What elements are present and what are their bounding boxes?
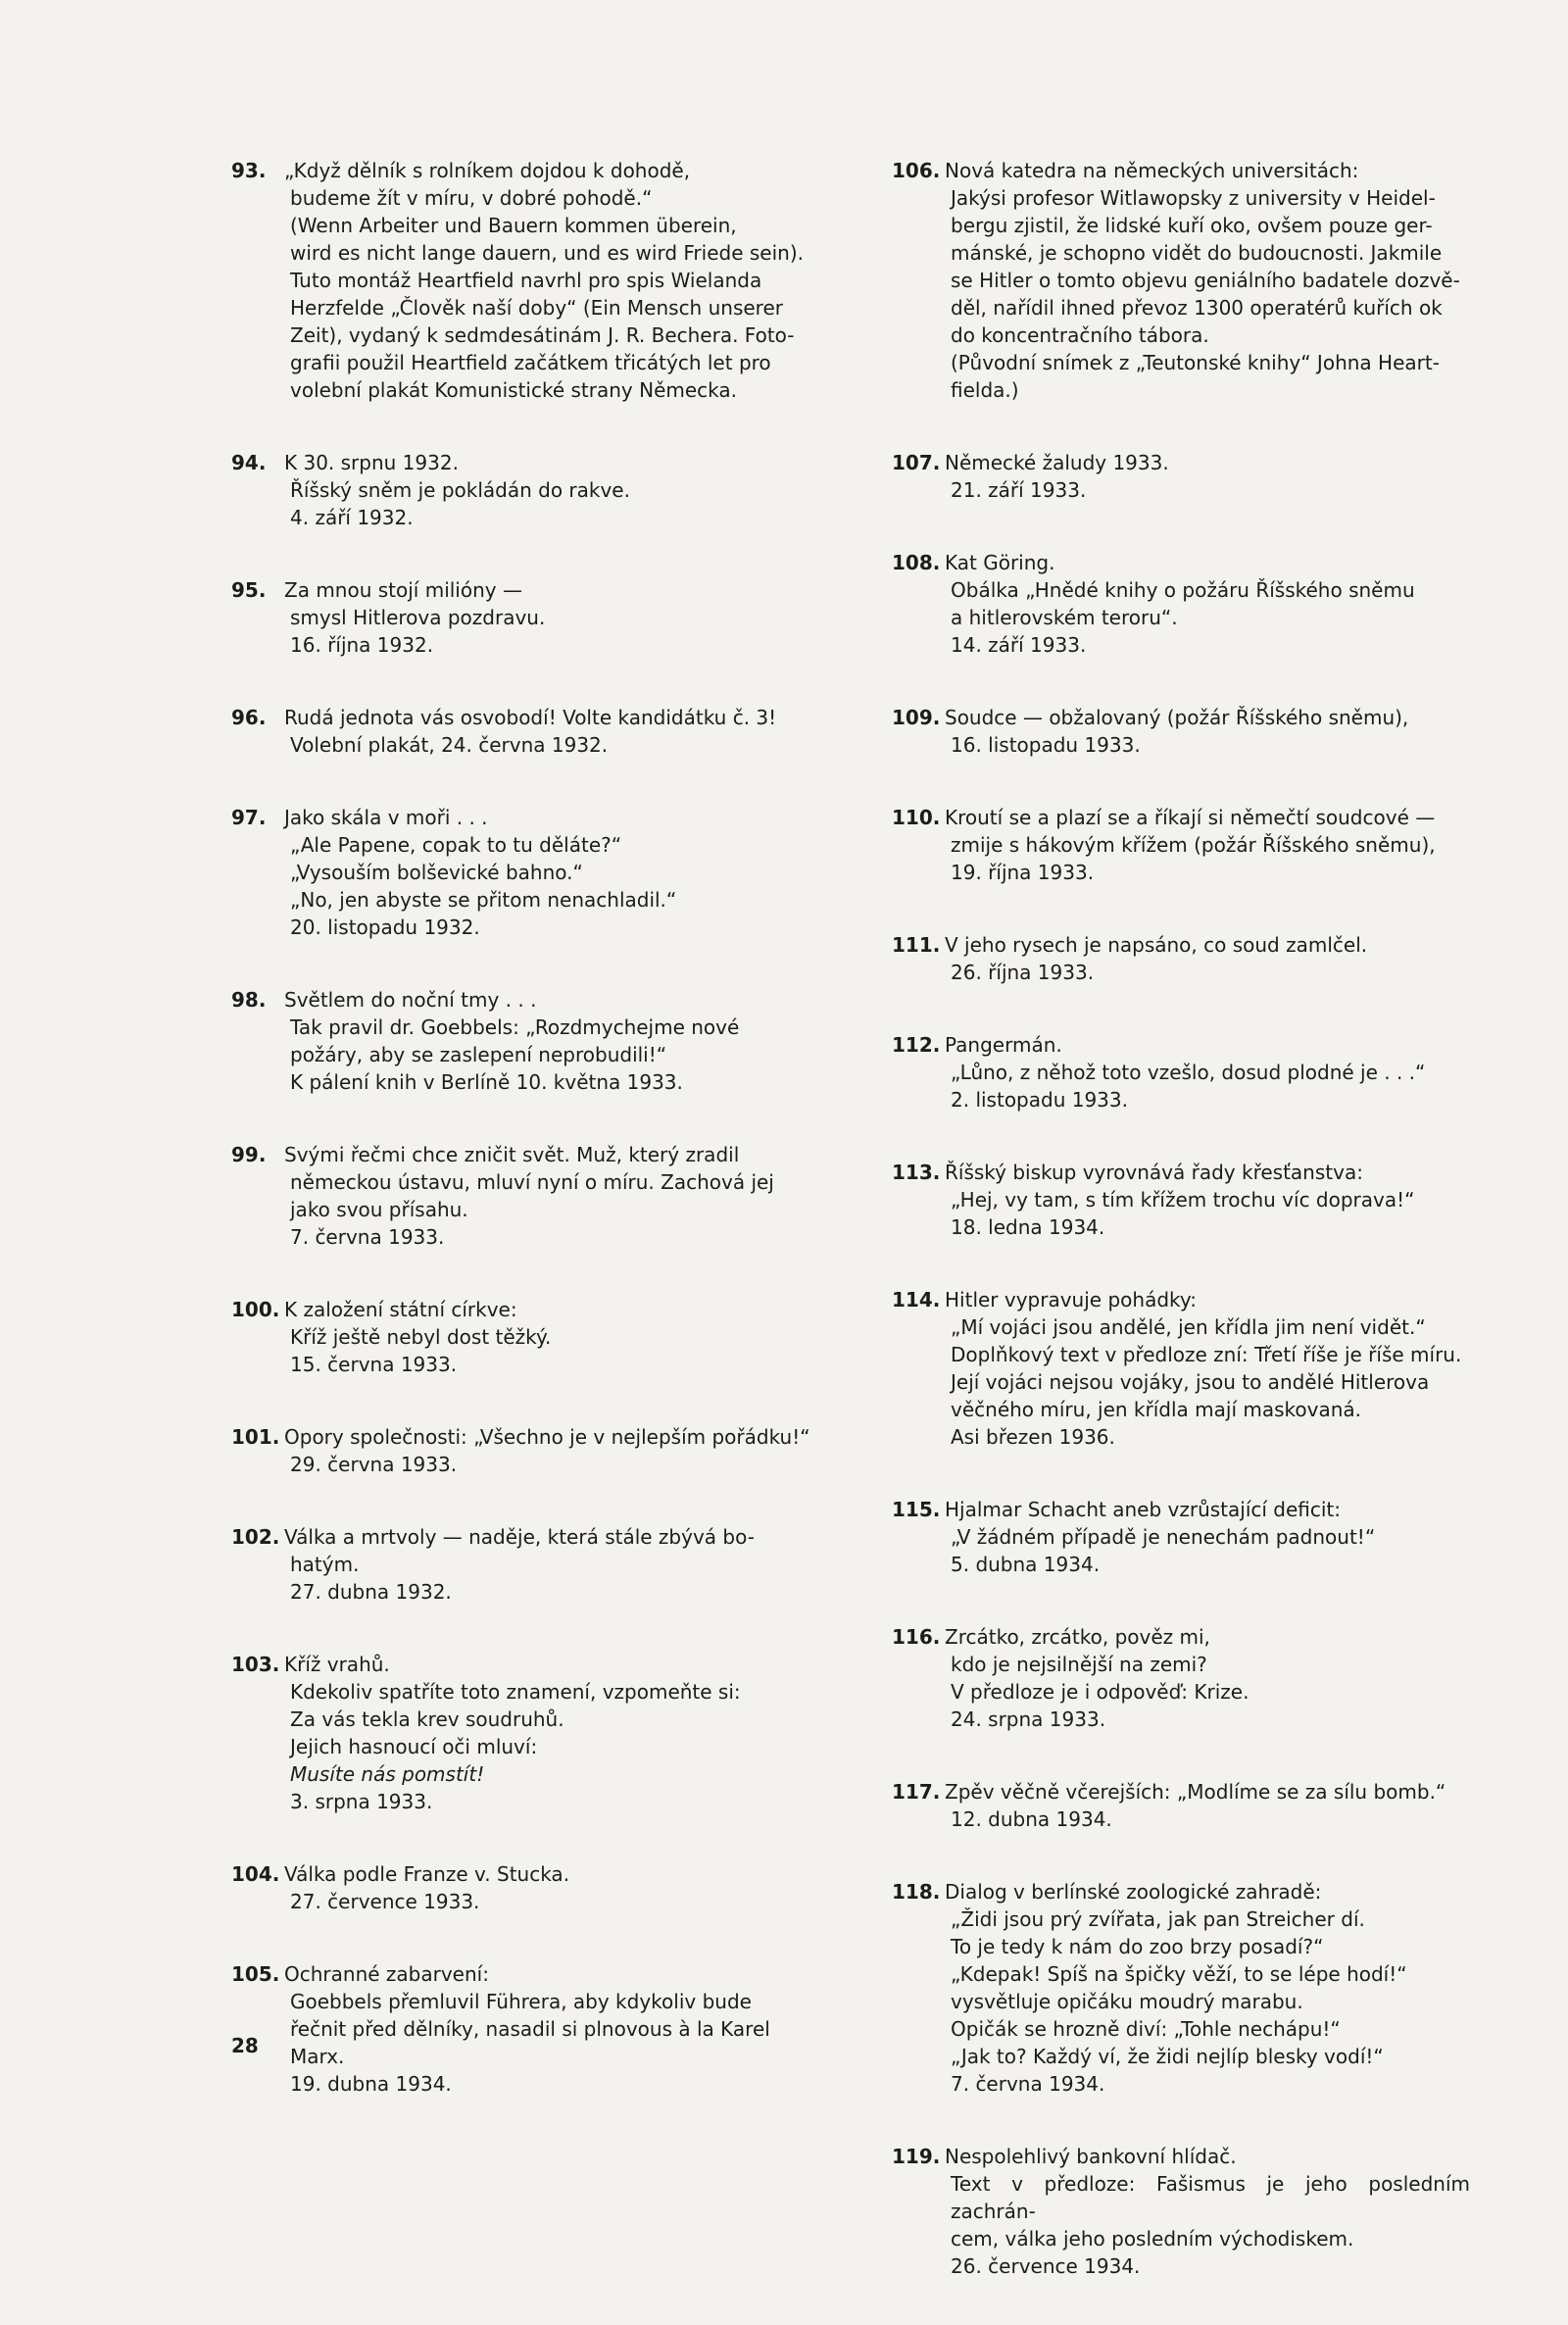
- entry-line: 26. července 1934.: [951, 2254, 1141, 2278]
- entry-line: „Židi jsou prý zvířata, jak pan Streicher dí.: [951, 1907, 1365, 1931]
- entry-line: věčného míru, jen křídla mají maskovaná.: [951, 1398, 1362, 1421]
- entry-line: Říšský biskup vyrovnává řady křesťanstva:: [945, 1161, 1363, 1184]
- entry-line: „Kdepak! Spíš na špičky věží, to se lépe hodí!“: [951, 1962, 1407, 1986]
- entry-line: Svými řečmi chce zničit svět. Muž, který zradil: [284, 1143, 740, 1166]
- entry-line: „Lůno, z něhož toto vzešlo, dosud plodné je . . .“: [951, 1061, 1426, 1084]
- entry-line: „Když dělník s rolníkem dojdou k dohodě,: [284, 159, 691, 182]
- page-number: 28: [231, 2034, 259, 2057]
- entry-line: Soudce — obžalovaný (požár Říšského sněmu),: [945, 706, 1409, 729]
- catalog-entry: [231, 986, 839, 1096]
- entry-line: cem, válka jeho posledním východiskem.: [951, 2227, 1354, 2251]
- entry-line: V jeho rysech je napsáno, co soud zamlčel.: [945, 933, 1368, 957]
- entry-line: Marx.: [290, 2045, 345, 2068]
- entry-line: Hitler vypravuje pohádky:: [945, 1288, 1198, 1311]
- catalog-entry: [892, 704, 1470, 759]
- entry-line: Text v předloze: Fašismus je jeho posledním zachrán-: [951, 2172, 1470, 2223]
- entry-line: Nespolehlivý bankovní hlídač.: [945, 2145, 1237, 2168]
- right-column: [892, 157, 1470, 2325]
- entry-line: 19. října 1933.: [951, 861, 1095, 884]
- entry-line: „Ale Papene, copak to tu děláte?“: [290, 833, 622, 857]
- entry-line: To je tedy k nám do zoo brzy posadí?“: [951, 1935, 1324, 1958]
- entry-line: Za mnou stojí milióny —: [284, 578, 522, 602]
- entry-line: 3. srpna 1933.: [290, 1790, 433, 1813]
- entry-line: Německé žaludy 1933.: [945, 451, 1169, 474]
- catalog-entry: [892, 2143, 1470, 2280]
- entry-number: 99.: [231, 1143, 267, 1166]
- catalog-entry: [231, 704, 839, 759]
- entry-line: 24. srpna 1933.: [951, 1707, 1106, 1731]
- catalog-entry: [231, 1860, 839, 1915]
- entry-number: 102.: [231, 1525, 280, 1549]
- catalog-entry: [231, 449, 839, 531]
- entry-line: Válka podle Franze v. Stucka.: [284, 1862, 570, 1886]
- entry-line: „Vysouším bolševické bahno.“: [290, 861, 583, 884]
- entry-line: vysvětluje opičáku moudrý marabu.: [951, 1990, 1303, 2013]
- entry-line: 27. dubna 1932.: [290, 1580, 452, 1604]
- catalog-entry: [231, 157, 839, 404]
- entry-line: Hjalmar Schacht aneb vzrůstající deficit:: [945, 1498, 1342, 1521]
- entry-number: 119.: [892, 2145, 941, 2168]
- entry-line: Opičák se hrozně diví: „Tohle nechápu!“: [951, 2017, 1341, 2041]
- catalog-entry: [231, 576, 839, 659]
- entry-line: (Wenn Arbeiter und Bauern kommen überein,: [290, 214, 737, 237]
- entry-line: 26. října 1933.: [951, 961, 1095, 984]
- entry-number: 100.: [231, 1298, 280, 1321]
- entry-line: požáry, aby se zaslepení neprobudili!“: [290, 1043, 667, 1066]
- entry-line: německou ústavu, mluví nyní o míru. Zachová jej: [290, 1170, 774, 1194]
- entry-number: 96.: [231, 706, 267, 729]
- entry-line: Pangermán.: [945, 1033, 1062, 1057]
- entry-line: jako svou přísahu.: [290, 1198, 468, 1221]
- entry-line: „Jak to? Každý ví, že židi nejlíp blesky vodí!“: [951, 2045, 1384, 2068]
- entry-number: 114.: [892, 1288, 941, 1311]
- entry-number: 110.: [892, 806, 941, 829]
- entry-line: Herzfelde „Člověk naší doby“ (Ein Mensch unserer: [290, 296, 783, 320]
- entry-line: do koncentračního tábora.: [951, 323, 1209, 347]
- entry-line: Dialog v berlínské zoologické zahradě:: [945, 1880, 1322, 1904]
- entry-line: grafii použil Heartfield začátkem třicátých let pro: [290, 351, 771, 374]
- entry-line: 21. září 1933.: [951, 478, 1087, 502]
- entry-line: mánské, je schopno vidět do budoucnosti. Jakmile: [951, 241, 1443, 265]
- entry-line: Kříž ještě nebyl dost těžký.: [290, 1325, 552, 1349]
- left-column: [231, 157, 839, 2143]
- entry-line: Kat Göring.: [945, 551, 1055, 574]
- entry-line: 12. dubna 1934.: [951, 1807, 1112, 1831]
- entry-line: Zrcátko, zrcátko, pověz mi,: [945, 1625, 1210, 1649]
- entry-line: Tuto montáž Heartfield navrhl pro spis Wielanda: [290, 269, 762, 292]
- entry-number: 108.: [892, 551, 941, 574]
- entry-number: 94.: [231, 451, 267, 474]
- catalog-entry: [231, 804, 839, 941]
- entry-line: Zpěv věčně včerejších: „Modlíme se za sílu bomb.“: [945, 1780, 1446, 1804]
- entry-line: 18. ledna 1934.: [951, 1215, 1105, 1239]
- entry-line: „Hej, vy tam, s tím křížem trochu víc doprava!“: [951, 1188, 1415, 1212]
- entry-line: Doplňkový text v předloze zní: Třetí říše je říše míru.: [951, 1343, 1462, 1366]
- entry-line: Goebbels přemluvil Führera, aby kdykoliv bude: [290, 1990, 752, 2013]
- entry-line: Za vás tekla krev soudruhů.: [290, 1707, 564, 1731]
- entry-line: 29. června 1933.: [290, 1453, 458, 1476]
- entry-line: K založení státní církve:: [284, 1298, 517, 1321]
- entry-line: Ochranné zabarvení:: [284, 1962, 489, 1986]
- entry-line: řečnit před dělníky, nasadil si plnovous à la Karel: [290, 2017, 770, 2041]
- entry-line: volební plakát Komunistické strany Německa.: [290, 378, 738, 402]
- entry-line: hatým.: [290, 1553, 360, 1576]
- catalog-entry: [231, 1296, 839, 1378]
- catalog-entry: [892, 1031, 1470, 1113]
- entry-line: 19. dubna 1934.: [290, 2072, 452, 2096]
- catalog-entry: [231, 1651, 839, 1815]
- entry-line: Obálka „Hnědé knihy o požáru Říšského sněmu: [951, 578, 1415, 602]
- entry-number: 104.: [231, 1862, 280, 1886]
- entry-line: fielda.): [951, 378, 1019, 402]
- entry-number: 112.: [892, 1033, 941, 1057]
- entry-line: 20. listopadu 1932.: [290, 915, 480, 939]
- catalog-entry: [892, 549, 1470, 659]
- entry-line: wird es nicht lange dauern, und es wird Friede sein).: [290, 241, 804, 265]
- entry-line: 16. listopadu 1933.: [951, 733, 1141, 757]
- catalog-entry: [892, 449, 1470, 504]
- entry-number: 116.: [892, 1625, 941, 1649]
- entry-line: zmije s hákovým křížem (požár Říšského sněmu),: [951, 833, 1436, 857]
- catalog-entry: [892, 1496, 1470, 1578]
- entry-line: budeme žít v míru, v dobré pohodě.“: [290, 186, 653, 210]
- entry-number: 106.: [892, 159, 941, 182]
- entry-number: 117.: [892, 1780, 941, 1804]
- entry-line: 14. září 1933.: [951, 633, 1087, 657]
- entry-line: Jako skála v moři . . .: [284, 806, 488, 829]
- entry-number: 111.: [892, 933, 941, 957]
- entry-number: 118.: [892, 1880, 941, 1904]
- entry-line: se Hitler o tomto objevu geniálního badatele dozvě-: [951, 269, 1460, 292]
- entry-number: 103.: [231, 1653, 280, 1676]
- entry-line: K 30. srpnu 1932.: [284, 451, 459, 474]
- entry-number: 105.: [231, 1962, 280, 1986]
- entry-number: 101.: [231, 1425, 280, 1449]
- entry-line: „V žádném případě je nenechám padnout!“: [951, 1525, 1376, 1549]
- catalog-entry: [892, 804, 1470, 886]
- entry-line: 15. června 1933.: [290, 1353, 458, 1376]
- entry-line: Kříž vrahů.: [284, 1653, 390, 1676]
- entry-line: Kdekoliv spatříte toto znamení, vzpomeňte si:: [290, 1680, 741, 1704]
- entry-line: Tak pravil dr. Goebbels: „Rozdmychejme nové: [290, 1015, 740, 1039]
- catalog-entry: [231, 1523, 839, 1606]
- entry-number: 107.: [892, 451, 941, 474]
- entry-line: děl, nařídil ihned převoz 1300 operatérů kuřích ok: [951, 296, 1443, 320]
- entry-line: Nová katedra na německých universitách:: [945, 159, 1359, 182]
- entry-number: 98.: [231, 988, 267, 1012]
- catalog-entry: [892, 931, 1470, 986]
- catalog-entry: [892, 157, 1470, 404]
- entry-line: 16. října 1932.: [290, 633, 434, 657]
- entry-line: Válka a mrtvoly — naděje, která stále zbývá bo-: [284, 1525, 755, 1549]
- catalog-entry: [231, 1960, 839, 2098]
- catalog-entry: [231, 1423, 839, 1478]
- entry-number: 113.: [892, 1161, 941, 1184]
- entry-line: Volební plakát, 24. června 1932.: [290, 733, 609, 757]
- entry-line: K pálení knih v Berlíně 10. května 1933.: [290, 1070, 683, 1094]
- entry-line: „No, jen abyste se přitom nenachladil.“: [290, 888, 677, 912]
- entry-line: 7. června 1934.: [951, 2072, 1105, 2096]
- entry-number: 93.: [231, 159, 267, 182]
- entry-line: 7. června 1933.: [290, 1225, 445, 1249]
- entry-line: kdo je nejsilnější na zemi?: [951, 1653, 1207, 1676]
- entry-line: 2. listopadu 1933.: [951, 1088, 1128, 1112]
- entry-line: (Původní snímek z „Teutonské knihy“ Johna Heart-: [951, 351, 1440, 374]
- entry-line: Světlem do noční tmy . . .: [284, 988, 537, 1012]
- entry-line: a hitlerovském teroru“.: [951, 606, 1178, 629]
- entry-line: 5. dubna 1934.: [951, 1553, 1101, 1576]
- catalog-entry: [892, 1778, 1470, 1833]
- catalog-entry: [892, 1286, 1470, 1451]
- entry-line: Říšský sněm je pokládán do rakve.: [290, 478, 630, 502]
- entry-line: Její vojáci nejsou vojáky, jsou to andělé Hitlerova: [951, 1370, 1430, 1394]
- catalog-entry: [231, 1141, 839, 1251]
- entry-line: Jejich hasnoucí oči mluví:: [290, 1735, 538, 1758]
- entry-line: bergu zjistil, že lidské kuří oko, ovšem pouze ger-: [951, 214, 1433, 237]
- catalog-entry: [892, 1878, 1470, 2098]
- entry-line: Opory společnosti: „Všechno je v nejlepším pořádku!“: [284, 1425, 810, 1449]
- entry-line: Kroutí se a plazí se a říkají si němečtí soudcové —: [945, 806, 1436, 829]
- entry-line: „Mí vojáci jsou andělé, jen křídla jim není vidět.“: [951, 1315, 1426, 1339]
- entry-number: 97.: [231, 806, 267, 829]
- catalog-entry: [892, 1623, 1470, 1733]
- entry-number: 95.: [231, 578, 267, 602]
- entry-number: 115.: [892, 1498, 941, 1521]
- entry-number: 109.: [892, 706, 941, 729]
- entry-line: smysl Hitlerova pozdravu.: [290, 606, 546, 629]
- entry-line: Musíte nás pomstít!: [290, 1762, 485, 1786]
- catalog-entry: [892, 1159, 1470, 1241]
- entry-line: 4. září 1932.: [290, 506, 414, 529]
- entry-line: 27. července 1933.: [290, 1890, 480, 1913]
- entry-line: Rudá jednota vás osvobodí! Volte kandidátku č. 3!: [284, 706, 777, 729]
- entry-line: Asi březen 1936.: [951, 1425, 1115, 1449]
- entry-line: Zeit), vydaný k sedmdesátinám J. R. Bechera. Foto-: [290, 323, 795, 347]
- entry-line: Jakýsi profesor Witlawopsky z university v Heidel-: [951, 186, 1436, 210]
- entry-line: V předloze je i odpověď: Krize.: [951, 1680, 1250, 1704]
